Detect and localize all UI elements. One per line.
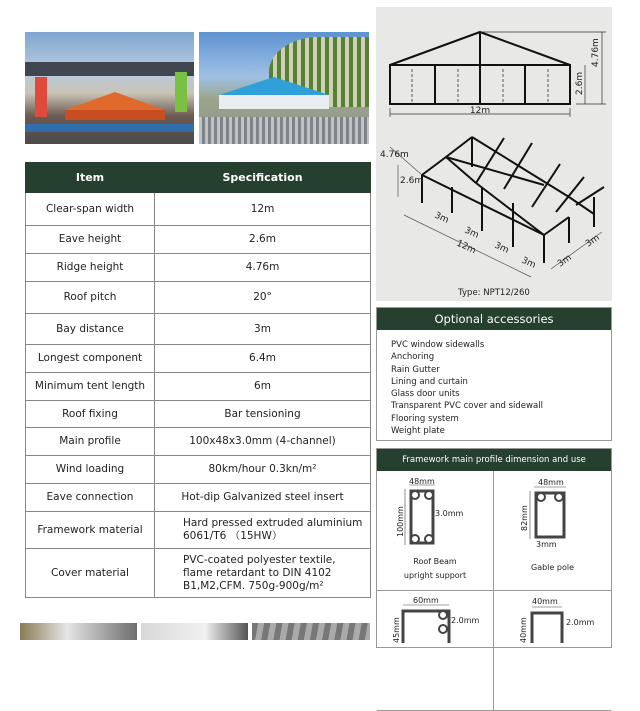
specification-cell: 4.76m	[155, 254, 371, 282]
item-cell: Cover material	[26, 549, 155, 598]
specification-cell: 100x48x3.0mm (4-channel)	[155, 428, 371, 456]
accessories-title: Optional accessories	[377, 308, 611, 330]
column-header-specification: Specification	[155, 163, 371, 193]
table-row	[26, 282, 371, 314]
table-row	[26, 401, 371, 428]
specification-cell: 20°	[155, 282, 371, 314]
label-length: 12m	[454, 238, 478, 257]
specification-cell: Bar tensioning	[155, 401, 371, 428]
profile-4	[494, 591, 611, 711]
profile-3	[377, 591, 494, 711]
item-cell: Roof fixing	[26, 401, 155, 428]
table-row	[26, 373, 371, 401]
optional-accessories-panel	[376, 307, 612, 441]
accessory-item: Anchoring	[391, 352, 435, 363]
profiles-title: Framework main profile dimension and use	[377, 449, 611, 471]
item-cell: Ridge height	[26, 254, 155, 282]
dimension-label: 60mm	[413, 596, 439, 605]
specification-cell: Hard pressed extruded aluminium 6061/T6 （15HW）	[155, 512, 371, 549]
label-side-1: 3m	[555, 252, 574, 270]
dimension-label: 45mm	[392, 617, 401, 643]
label-width: 12m	[469, 106, 491, 116]
label-side-2: 3m	[583, 232, 602, 250]
item-cell: Bay distance	[26, 314, 155, 345]
tent-type-label: Type: NPT12/260	[458, 288, 530, 298]
accessory-item: Glass door units	[391, 389, 460, 400]
table-row	[26, 193, 371, 226]
specification-cell: 12m	[155, 193, 371, 226]
accessory-item: Lining and curtain	[391, 376, 468, 387]
accessory-item: PVC window sidewalls	[391, 340, 485, 350]
item-cell: Clear-span width	[26, 193, 155, 226]
dimension-label: 3.0mm	[435, 509, 464, 518]
item-cell: Wind loading	[26, 456, 155, 484]
profile-gable-pole	[494, 471, 611, 591]
dimension-label: 3mm	[536, 540, 557, 549]
profile-use: upright support	[403, 571, 467, 580]
table-row	[26, 428, 371, 456]
photo-detail-3	[252, 623, 370, 640]
profile-name: Roof Beam	[413, 557, 457, 566]
dimension-label: 2.0mm	[566, 618, 595, 627]
item-cell: Roof pitch	[26, 282, 155, 314]
item-cell: Minimum tent length	[26, 373, 155, 401]
dimension-label: 40mm	[532, 597, 558, 606]
dimension-label: 100mm	[396, 506, 405, 537]
table-row	[26, 456, 371, 484]
accessory-item: Transparent PVC cover and sidewall	[391, 401, 543, 412]
table-row	[26, 345, 371, 373]
dimension-label: 48mm	[538, 478, 564, 487]
specification-cell: PVC-coated polyester textile, flame retardant to DIN 4102 B1,M2,CFM. 750g-900g/m²	[155, 549, 371, 598]
label-bay-1: 3m	[432, 210, 451, 226]
column-header-item: Item	[26, 163, 155, 193]
photo-detail-1	[20, 623, 137, 640]
photo-detail-2	[141, 623, 248, 640]
label-bay-2: 3m	[462, 225, 481, 241]
label-bay-3: 3m	[492, 240, 511, 256]
photo-venue-tent-right	[199, 32, 369, 144]
item-cell: Main profile	[26, 428, 155, 456]
label-bay-4: 3m	[519, 255, 538, 271]
table-row	[26, 549, 371, 598]
dimension-label: 2.0mm	[451, 616, 480, 625]
profile-roof-beam	[377, 471, 494, 591]
item-cell: Longest component	[26, 345, 155, 373]
dimension-label: 82mm	[520, 505, 529, 531]
label-eave-iso: 2.6m	[400, 176, 424, 186]
table-row	[26, 314, 371, 345]
item-cell: Eave connection	[26, 484, 155, 512]
dimension-label: 40mm	[519, 617, 528, 643]
label-ridge: 4.76m	[591, 38, 601, 67]
tent-dimension-diagram	[376, 7, 612, 301]
profile-name: Gable pole	[531, 563, 574, 572]
item-cell: Eave height	[26, 226, 155, 254]
table-row	[26, 226, 371, 254]
specification-table	[25, 162, 371, 598]
accessory-item: Rain Gutter	[391, 364, 440, 375]
label-eave: 2.6m	[575, 71, 585, 95]
item-cell: Framework material	[26, 512, 155, 549]
specification-cell: 6m	[155, 373, 371, 401]
label-ridge-iso: 4.76m	[380, 150, 409, 160]
table-row	[26, 254, 371, 282]
specification-cell: 3m	[155, 314, 371, 345]
photo-venue-tent-left	[25, 32, 194, 144]
accessory-item: Flooring system	[391, 413, 459, 424]
specification-cell: 80km/hour 0.3kn/m²	[155, 456, 371, 484]
specification-cell: Hot-dip Galvanized steel insert	[155, 484, 371, 512]
table-row	[26, 512, 371, 549]
dimension-label: 48mm	[409, 477, 435, 486]
framework-profile-panel	[376, 448, 612, 648]
accessory-item: Weight plate	[391, 426, 445, 437]
specification-cell: 2.6m	[155, 226, 371, 254]
table-row	[26, 484, 371, 512]
specification-cell: 6.4m	[155, 345, 371, 373]
